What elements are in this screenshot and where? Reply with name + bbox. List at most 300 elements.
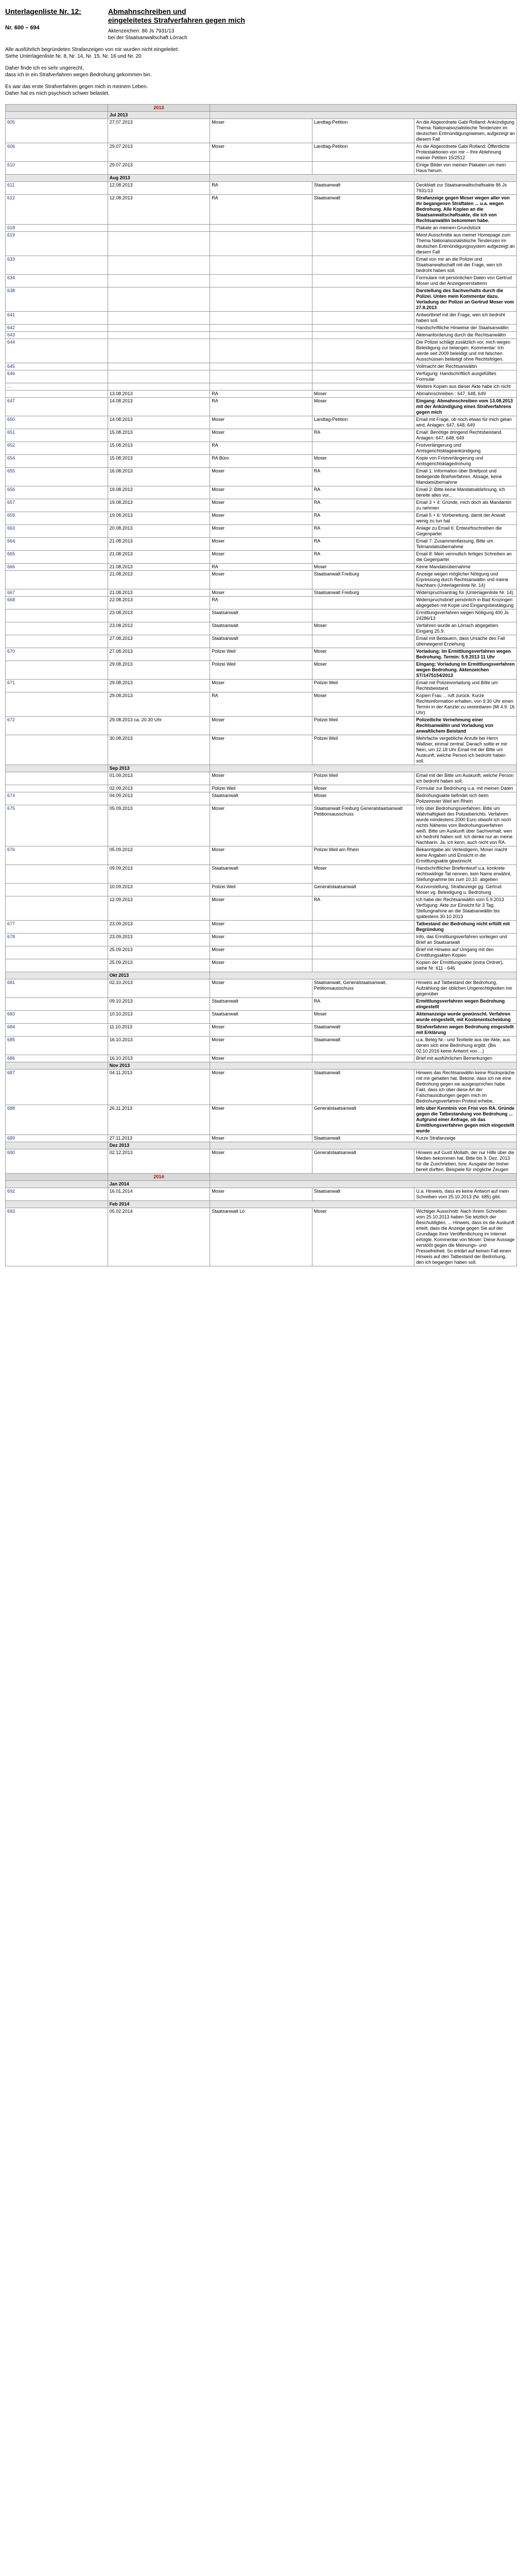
intro-line: dass ich in ein Strafverfahren wegen Bedrohung gekommen bin. — [5, 72, 152, 78]
entry-number: 606 — [6, 143, 108, 162]
table-row — [6, 846, 517, 865]
entry-date: 25.09.2013 — [108, 959, 210, 972]
entry-description: Einige Bilder von meinen Plakaten um mein Haus herum. — [414, 162, 517, 175]
entry-number: 659 — [6, 512, 108, 525]
header-right — [108, 7, 245, 41]
entry-date: 02.10.2013 — [108, 979, 210, 998]
entry-sender — [210, 325, 312, 332]
entry-date: 29.07.2013 — [108, 162, 210, 175]
table-row — [6, 1188, 517, 1201]
entry-sender: Staatsanwalt Lö — [210, 1208, 312, 1266]
entry-number — [6, 692, 108, 717]
entry-number: 646 — [6, 370, 108, 383]
entry-sender: Moser — [210, 1188, 312, 1201]
entry-description: Hinweis das Rechtsanwältin keine Rückspräche mit mir gehalten hat. Betone, dass ich nie eine Bedrohung gegen sie ausgesprochen habe. Fakt, dass ich über diese Art der Falschausübungen gegen mich im Bedrohungsverfahren Protest erhebe. — [414, 1070, 517, 1105]
entry-date: 15.08.2013 — [108, 429, 210, 442]
entry-number: 672 — [6, 717, 108, 735]
entry-recipient — [312, 934, 414, 946]
entry-number — [6, 661, 108, 680]
table-row — [6, 182, 517, 195]
entry-number — [6, 896, 108, 921]
entry-recipient — [312, 287, 414, 312]
entry-sender: Moser — [210, 921, 312, 934]
entry-recipient: Moser — [312, 1011, 414, 1024]
entry-recipient: Polizei Weil — [312, 680, 414, 692]
entry-number — [6, 622, 108, 635]
entry-date: 15.08.2013 — [108, 455, 210, 468]
entry-sender: Staatsanwalt — [210, 865, 312, 884]
entry-description: Hinweis auf Tatbestand der Bedrohung, Aufzählung der üblichen Ungerechtigkeiten mir gegenüber — [414, 979, 517, 998]
entry-sender: Moser — [210, 416, 312, 429]
header — [5, 7, 517, 41]
entry-description: Darstellung des Sachverhalts durch die Polizei. Unten mein Kommentar dazu. Vorladung der Polizei an Gertrud Moser vom 27.8.2013 — [414, 287, 517, 312]
table-row — [6, 1024, 517, 1037]
entry-recipient: RA — [312, 486, 414, 499]
entry-date: 12.08.2013 — [108, 195, 210, 225]
empty-cell — [6, 1174, 108, 1181]
table-row — [6, 383, 517, 391]
entry-description: Ich habe der Rechtsanwältin vom 5.9.2013 Verfügung: Akte zur Einsicht für 3 Tag. Stellungnahme an die Staatsanwältin bis spätestens 30.10.2013 — [414, 896, 517, 921]
entry-number: 692 — [6, 1188, 108, 1201]
entry-date: 13.08.2013 — [108, 391, 210, 398]
entry-date: 16.10.2013 — [108, 1037, 210, 1055]
empty-cell — [210, 175, 517, 182]
entry-number: 674 — [6, 792, 108, 805]
table-row — [6, 884, 517, 896]
month-row — [6, 1181, 517, 1188]
table-row — [6, 195, 517, 225]
empty-cell — [6, 972, 108, 979]
entry-date: 29.08.2013 — [108, 661, 210, 680]
entry-recipient: RA — [312, 512, 414, 525]
entry-description: Mehrfache vergebliche Anrufe bei Herrn Walliser, einmal zentral. Danach sollte er mir Nein, um 12.18 Uhr Email mit der Bitte um Auskunft, welche Person ich bedroht haben soll. — [414, 735, 517, 765]
entry-number: 643 — [6, 332, 108, 339]
year-row — [6, 1174, 517, 1181]
entry-recipient — [312, 597, 414, 609]
range-label: Nr. 600 – 694 — [5, 25, 40, 31]
table-row — [6, 486, 517, 499]
entry-description: Weitere Kopien aus dieser Akte habe ich nicht — [414, 383, 517, 391]
intro-line: Alle ausführlich begründeten Strafanzeigen von mir wurden nicht eingeleitet: — [5, 47, 179, 53]
table-row — [6, 1208, 517, 1266]
entry-description: Fristverlängerung und Amtsgerichtsklageankündigung — [414, 442, 517, 455]
table-row — [6, 525, 517, 538]
entry-sender: Moser — [210, 486, 312, 499]
table-row — [6, 370, 517, 383]
entry-recipient: Moser — [312, 648, 414, 661]
entry-date: 22.08.2013 — [108, 597, 210, 609]
entry-sender: RA — [210, 597, 312, 609]
table-row — [6, 499, 517, 512]
entry-sender: Moser — [210, 946, 312, 959]
entry-sender: RA — [210, 564, 312, 571]
entry-date: 05.02.2014 — [108, 1208, 210, 1266]
entry-date: 21.08.2013 — [108, 551, 210, 564]
intro-text — [5, 46, 517, 97]
entry-recipient: Generalstaatsanwalt — [312, 1105, 414, 1135]
entry-description: Anlage zu Email 6: Entwurfsschreiben die Gegenpartei — [414, 525, 517, 538]
table-row — [6, 597, 517, 609]
entry-description: Email: Benötige dringend Rechtsbeistand. Anlagen: 647, 648, 649 — [414, 429, 517, 442]
table-row — [6, 256, 517, 275]
entry-description: Email 2: Bitte keine Mandatsablehnung, ich bereite alles vor... — [414, 486, 517, 499]
month-label: Nov 2013 — [108, 1062, 210, 1070]
month-row — [6, 1062, 517, 1070]
month-label: Dez 2013 — [108, 1142, 210, 1149]
table-row — [6, 805, 517, 846]
table-row — [6, 959, 517, 972]
entry-number — [6, 609, 108, 622]
entry-date — [108, 287, 210, 312]
entry-number: 633 — [6, 256, 108, 275]
table-row — [6, 1135, 517, 1142]
empty-cell — [210, 112, 517, 119]
entry-sender: Moser — [210, 1037, 312, 1055]
entry-description: Plakate an meinem Grundstück — [414, 225, 517, 232]
empty-cell — [6, 105, 108, 112]
empty-cell — [6, 1181, 108, 1188]
entry-date: 25.09.2013 — [108, 946, 210, 959]
entry-number: 650 — [6, 416, 108, 429]
entry-date: 16.08.2013 — [108, 468, 210, 486]
table-row — [6, 162, 517, 175]
year-row — [6, 105, 517, 112]
entry-recipient — [312, 609, 414, 622]
table-row — [6, 119, 517, 143]
entry-recipient: Moser — [312, 564, 414, 571]
entry-number: 688 — [6, 1105, 108, 1135]
entry-number: 654 — [6, 455, 108, 468]
month-row — [6, 175, 517, 182]
entry-date: 09.10.2013 — [108, 998, 210, 1011]
entry-date: 27.08.2013 — [108, 635, 210, 648]
entry-description: U.a. Hinweis, dass es keine Antwort auf mein Schreiben vom 25.10.2013 (Nr. 685) gibt. — [414, 1188, 517, 1201]
entry-number — [6, 959, 108, 972]
entry-number: 644 — [6, 339, 108, 363]
entry-recipient: RA — [312, 525, 414, 538]
entry-description: Bedrohungsakte befindet sich beim Polizeirevier Weil am Rhein — [414, 792, 517, 805]
entry-recipient: Staatsanwalt Freiburg — [312, 571, 414, 589]
entry-sender — [210, 256, 312, 275]
table-row — [6, 921, 517, 934]
entry-description: Email mit Frage, ob noch etwas für mich getan wird. Anlagen: 647, 648, 649 — [414, 416, 517, 429]
entry-recipient — [312, 383, 414, 391]
empty-cell — [210, 1201, 517, 1208]
entry-recipient: Polizei Weil am Rhein — [312, 846, 414, 865]
entry-recipient: Generalstaatsanwalt — [312, 1149, 414, 1174]
entry-description: Verfügung: Handschriftlich ausgefülltes Formular — [414, 370, 517, 383]
entry-date: 14.08.2013 — [108, 398, 210, 416]
entry-date: 10.09.2013 — [108, 884, 210, 896]
entry-number: 681 — [6, 979, 108, 998]
entry-number: 663 — [6, 525, 108, 538]
entry-sender — [210, 332, 312, 339]
entry-number: 634 — [6, 275, 108, 287]
entry-date — [108, 232, 210, 256]
table-row — [6, 312, 517, 325]
entry-recipient: Staatsanwalt — [312, 1070, 414, 1105]
table-row — [6, 865, 517, 884]
entry-description: Handschriftliche Hinweise der Staatsanwältin — [414, 325, 517, 332]
entry-number: 677 — [6, 921, 108, 934]
year-label: 2013 — [108, 105, 210, 112]
entry-number: 676 — [6, 846, 108, 865]
prosecutor-office: bei der Staatsanwaltschaft Lörrach — [108, 35, 187, 41]
entry-recipient — [312, 232, 414, 256]
entry-date: 19.08.2013 — [108, 486, 210, 499]
entry-number — [6, 571, 108, 589]
entry-recipient: Moser — [312, 455, 414, 468]
entry-sender: RA — [210, 442, 312, 455]
entry-sender: Moser — [210, 1024, 312, 1037]
entry-sender: Moser — [210, 429, 312, 442]
table-row — [6, 1011, 517, 1024]
entry-recipient: Polizei Weil — [312, 717, 414, 735]
entry-sender: Moser — [210, 805, 312, 846]
table-row — [6, 692, 517, 717]
entry-recipient — [312, 225, 414, 232]
entry-description: Aktenanforderung durch die Rechtsanwältin — [414, 332, 517, 339]
entry-number: 642 — [6, 325, 108, 332]
entry-number — [6, 391, 108, 398]
entry-description: Brief mit ausführlichen Bemerkungen — [414, 1055, 517, 1062]
entry-recipient: Staatsanwalt — [312, 1135, 414, 1142]
entry-sender — [210, 232, 312, 256]
entry-number: 675 — [6, 805, 108, 846]
entry-recipient: Moser — [312, 622, 414, 635]
empty-cell — [210, 1062, 517, 1070]
month-row — [6, 1201, 517, 1208]
table-row — [6, 735, 517, 765]
table-row — [6, 551, 517, 564]
entry-sender: RA — [210, 398, 312, 416]
entry-description: Email 1: Information über Briefpost und beiliegende Briefverfahren. Absage, keine Mandatsübernahme — [414, 468, 517, 486]
entry-sender: Staatsanwalt — [210, 1011, 312, 1024]
empty-cell — [210, 105, 517, 112]
entry-sender: Polizei Weil — [210, 884, 312, 896]
entry-description: Email mit der Bitte um Auskunft, welche Person ich bedroht haben soll. — [414, 772, 517, 785]
entry-date: 04.09.2013 — [108, 792, 210, 805]
entry-recipient: Moser — [312, 865, 414, 884]
entry-sender: Moser — [210, 717, 312, 735]
entry-date: 19.08.2013 — [108, 512, 210, 525]
entry-number: 647 — [6, 398, 108, 416]
entry-number: 645 — [6, 363, 108, 370]
table-row — [6, 455, 517, 468]
entry-recipient: Staatsanwalt, Generalstaatsanwalt, Petitionsausschuss — [312, 979, 414, 998]
table-row — [6, 772, 517, 785]
entry-date — [108, 225, 210, 232]
file-reference: Aktenzeichen: 86 Js 7931/13 — [108, 28, 175, 34]
intro-line: Daher finde ich es sehr ungerecht, — [5, 65, 84, 71]
entry-recipient: Generalstaatsanwalt — [312, 884, 414, 896]
year-label: 2014 — [108, 1174, 210, 1181]
entry-description: Kopien Frau ... ruft zurück. Kurze Rechtsinformation erhalten, von 9.30 Uhr einen Termin in der Kanzlei zu vereinbaren (Mi 4.9. 16 Uhr) — [414, 692, 517, 717]
list-subject-line1: Abmahnschreiben und — [108, 7, 186, 15]
entry-date: 15.08.2013 — [108, 442, 210, 455]
entry-description: Brief mit Hinweis auf Umgang mit den Ermittlungsakten Kopien — [414, 946, 517, 959]
entry-number: 657 — [6, 499, 108, 512]
empty-cell — [6, 1201, 108, 1208]
month-label: Jan 2014 — [108, 1181, 210, 1188]
intro-gap — [5, 60, 517, 65]
table-row — [6, 680, 517, 692]
entry-sender: Moser — [210, 551, 312, 564]
table-row — [6, 225, 517, 232]
entry-sender: Moser — [210, 735, 312, 765]
entry-recipient: RA — [312, 429, 414, 442]
entry-recipient — [312, 332, 414, 339]
entry-date: 02.12.2013 — [108, 1149, 210, 1174]
entry-description: Vollmacht der Rechtsanwältin — [414, 363, 517, 370]
entry-description: Info über Kenntnis von Frist von RA. Gründe gegen die Tatbestandung von Bedrohung ... Aufgrund einer Anfrage, ob das Ermittlungsverfahren gegen mich eingestellt wurde — [414, 1105, 517, 1135]
table-row — [6, 1149, 517, 1174]
table-row — [6, 512, 517, 525]
document-table — [5, 104, 517, 1266]
entry-sender: Moser — [210, 1135, 312, 1142]
entry-number — [6, 865, 108, 884]
table-row — [6, 442, 517, 455]
entry-sender: Staatsanwalt — [210, 792, 312, 805]
empty-cell — [210, 1142, 517, 1149]
entry-number: 605 — [6, 119, 108, 143]
entry-sender — [210, 312, 312, 325]
table-row — [6, 287, 517, 312]
table-row — [6, 648, 517, 661]
table-row — [6, 934, 517, 946]
entry-date — [108, 256, 210, 275]
entry-number: 665 — [6, 551, 108, 564]
entry-recipient — [312, 275, 414, 287]
empty-cell — [210, 1181, 517, 1188]
empty-cell — [6, 112, 108, 119]
entry-date: 14.08.2013 — [108, 416, 210, 429]
entry-sender: Moser — [210, 979, 312, 998]
entry-description: Strafanzeige gegen Moser wegen aller von ihr begangenen Straftaten ... u.a. wegen Bedrohung. Alle Kopien an die Staatsanwaltschaftsakte, die ich von Rechtsanwältin bekommen habe. — [414, 195, 517, 225]
entry-description: Eingang: Abmahnschreiben vom 13.08.2013 mit der Ankündigung eines Strafverfahrens gegen mich — [414, 398, 517, 416]
entry-number: 666 — [6, 564, 108, 571]
entry-description: Ermittlungsverfahren wegen Nötigung 400 Js 24286/13 — [414, 609, 517, 622]
table-row — [6, 792, 517, 805]
entry-description: Kurze Strafanzeige — [414, 1135, 517, 1142]
entry-description: Tatbestand der Bedrohung nicht erfüllt mit Begründung — [414, 921, 517, 934]
entry-recipient: Staatsanwalt — [312, 1188, 414, 1201]
table-row — [6, 339, 517, 363]
table-row — [6, 429, 517, 442]
empty-cell — [6, 1142, 108, 1149]
entry-description: Eingang: Vorladung im Ermittlungsverfahren wegen Bedrohung. Aktenzeichen ST/1475154/2013 — [414, 661, 517, 680]
entry-number: 670 — [6, 648, 108, 661]
entry-sender: Moser — [210, 119, 312, 143]
entry-date: 21.08.2013 — [108, 564, 210, 571]
entry-date: 30.08.2013 — [108, 735, 210, 765]
entry-date — [108, 325, 210, 332]
entry-sender: Staatsanwalt — [210, 998, 312, 1011]
entry-date: 26.11.2013 — [108, 1105, 210, 1135]
entry-description: Kopie von Fristverlängerung und Amtsgerichtsklagedrohung — [414, 455, 517, 468]
entry-date: 29.08.2013 ca. 20.30 Uhr — [108, 717, 210, 735]
entry-sender: Polizei Weil — [210, 648, 312, 661]
entry-number: 685 — [6, 1037, 108, 1055]
entry-sender: Moser — [210, 680, 312, 692]
entry-recipient — [312, 162, 414, 175]
entry-date — [108, 339, 210, 363]
entry-sender: Staatsanwalt — [210, 622, 312, 635]
table-row — [6, 979, 517, 998]
entry-date — [108, 370, 210, 383]
entry-date: 21.08.2013 — [108, 571, 210, 589]
entry-recipient: Staatsanwalt — [312, 1024, 414, 1037]
entry-recipient: Moser — [312, 792, 414, 805]
table-row — [6, 1070, 517, 1105]
entry-description: An die Abgeordnete Gabi Rolland: Öffentliche Protestaktionen von mir – Ihre Ablehnung meiner Petition 15/2512 — [414, 143, 517, 162]
entry-description: Email mit Bedauern, dass Ursache des Fall überwiegend Erziehung — [414, 635, 517, 648]
entry-sender: Moser — [210, 959, 312, 972]
entry-date: 23.08.2013 — [108, 609, 210, 622]
entry-description: u.a. Beleg Nr.- und Textteile aus der Akte, aus denen sich eine Bedrohung ergibt. (Bis 02.10.2016 keine Antwort von ...) — [414, 1037, 517, 1055]
table-row — [6, 571, 517, 589]
entry-sender: RA — [210, 692, 312, 717]
entry-description: Deckblatt zur Staatsanwaltschaftsakte 86 Js 7931/13 — [414, 182, 517, 195]
entry-description: Ermittlungsverfahren wegen Bedrohung eingestellt — [414, 998, 517, 1011]
entry-description: Formular zur Bedrohung u.a. mit meinen Daten — [414, 785, 517, 792]
entry-description: Info über Bedrohungsverfahren. Bitte um Wahrhaftigkeit des Polizeiberichts. Verfahren wurde mindestens 2000 Euro obwohl ich noch nichts Näheres vom Bedrohungsverfahren weiß. Bitte um Auskunft über Sachverhalt, wen ich bedroht haben soll. Ich denke nur an meine Nachbarin. Ja, ich kenn, auch nicht von RA. — [414, 805, 517, 846]
list-subject-line2: eingeleitetes Strafverfahren gegen mich — [108, 16, 245, 24]
entry-sender: Moser — [210, 1105, 312, 1135]
entry-date: 09.09.2013 — [108, 865, 210, 884]
entry-recipient: Moser — [312, 391, 414, 398]
entry-number — [6, 772, 108, 785]
month-label: Aug 2013 — [108, 175, 210, 182]
entry-description: Handschriftlicher Briefentwurf u.a. konkrete rechtswidrige Tat nennen, kein Name erwähnt, Stellungnahme bis zum 10.10. abgeben — [414, 865, 517, 884]
entry-sender: Moser — [210, 896, 312, 921]
table-row — [6, 332, 517, 339]
table-row — [6, 416, 517, 429]
entry-recipient: RA — [312, 998, 414, 1011]
entry-description: Formulare mit persönlichen Daten von Gertrud Moser und der Anzeigenerstatterin — [414, 275, 517, 287]
entry-description: Anzeige wegen möglicher Nötigung und Erpressung durch Rechtsanwältin und meine Nachbarn (Unterlagenliste Nr. 14) — [414, 571, 517, 589]
entry-recipient: RA — [312, 551, 414, 564]
entry-date: 29.08.2013 — [108, 692, 210, 717]
entry-sender — [210, 162, 312, 175]
table-row — [6, 1055, 517, 1062]
entry-number — [6, 946, 108, 959]
entry-number: 667 — [6, 589, 108, 597]
entry-recipient: Staatsanwalt Freiburg — [312, 589, 414, 597]
entry-description: Hinweis auf Gustl Mollath, der nur Hilfe über die Medien bekommen hat. Bitte bis 9. Dez. 2013 für die Zuschrieben, bzw. Ausgabe der bisher bereit durften. Beispiele für mögliche Zeugen — [414, 1149, 517, 1174]
entry-date: 04.11.2013 — [108, 1070, 210, 1105]
entry-sender: Moser — [210, 1149, 312, 1174]
entry-sender — [210, 225, 312, 232]
entry-sender: RA Büro — [210, 455, 312, 468]
entry-number — [6, 785, 108, 792]
entry-recipient — [312, 363, 414, 370]
empty-cell — [210, 972, 517, 979]
entry-date: 05.09.2013 — [108, 805, 210, 846]
entry-date: 16.10.2013 — [108, 1055, 210, 1062]
entry-number: 684 — [6, 1024, 108, 1037]
entry-recipient — [312, 1055, 414, 1062]
empty-cell — [6, 175, 108, 182]
entry-number: 683 — [6, 1011, 108, 1024]
entry-sender: Moser — [210, 589, 312, 597]
table-row — [6, 896, 517, 921]
entry-description: Wichtiger Ausschnitt: Nach Ihrem Schreiben vom 25.10.2013 haben Sie letztlich der Beschuldigten, ... Hinweis, dass es die Auskunft erteilt, dass die Anzeige gegen Sie auf der Grundlage Ihrer Veröffentlichung im Internet erfolgte. Kommentar von Moser: Diese Aussage verstößt gegen die Meinungs- und Pressefreiheit. So erklärt auf keinen Fall einen Hinweis auf den Tatbestand der Bedrohung, den ich begangen haben soll. — [414, 1208, 517, 1266]
entry-number: 611 — [6, 182, 108, 195]
entry-date — [108, 332, 210, 339]
entry-recipient — [312, 921, 414, 934]
table-row — [6, 468, 517, 486]
